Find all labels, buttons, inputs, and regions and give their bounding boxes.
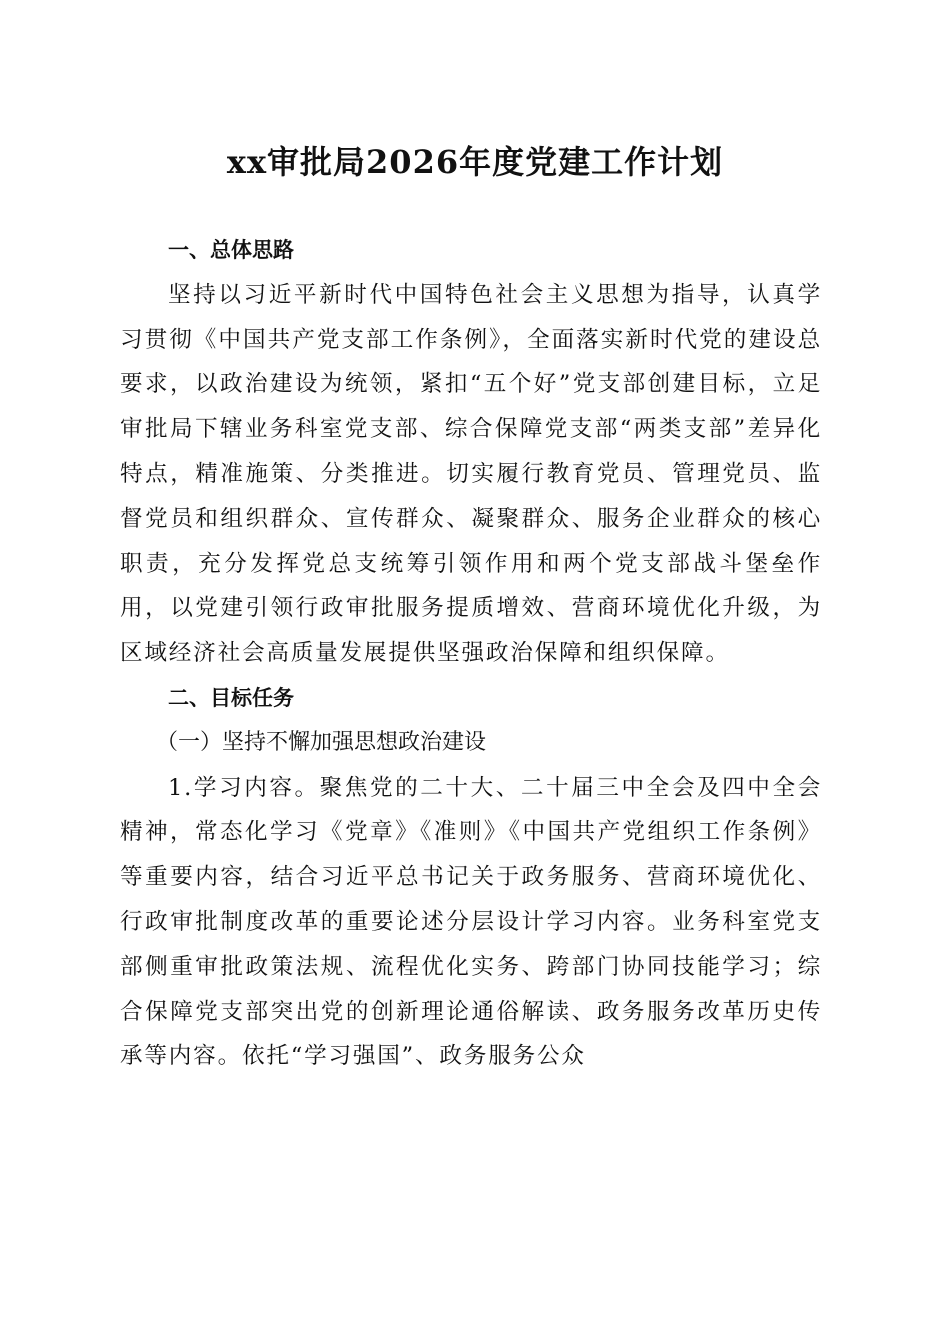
paragraph-study-content: 1.学习内容。聚焦党的二十大、二十届三中全会及四中全会精神，常态化学习《党章》《准则》《中国共产党组织工作条例》等重要内容，结合习近平总书记关于政务服务、营商环境优化、行政审批制度改革的重要论述分层设计学习内容。业务科室党支部侧重审批政策法规、流程优化实务、跨部门协同技能学习；综合保障党支部突出党的创新理论通俗解读、政务服务改革历史传承等内容。依托“学习强国”、政务服务公众 <box>120 774 822 1070</box>
paragraph-overall-approach: 坚持以习近平新时代中国特色社会主义思想为指导，认真学习贯彻《中国共产党支部工作条例》，全面落实新时代党的建设总要求，以政治建设为统领，紧扣“五个好”党支部创建目标，立足审批局下辖业务科室党支部、综合保障党支部“两类支部”差异化特点，精准施策、分类推进。切实履行教育党员、管理党员、监督党员和组织群众、宣传群众、凝聚群众、服务企业群众的核心职责，充分发挥党总支统筹引领作用和两个党支部战斗堡垒作用，以党建引领行政审批服务提质增效、营商环境优化升级，为区域经济社会高质量发展提供坚强政治保障和组织保障。 <box>120 281 822 667</box>
document-title: xx审批局2026年度党建工作计划 <box>226 143 724 181</box>
section-heading-overall-approach: 一、总体思路 <box>168 238 294 262</box>
document-body <box>120 228 822 1079</box>
section-heading-goals-tasks: 二、目标任务 <box>168 685 294 710</box>
subsection-heading-ideological-political: （一）坚持不懈加强思想政治建设 <box>156 729 487 755</box>
